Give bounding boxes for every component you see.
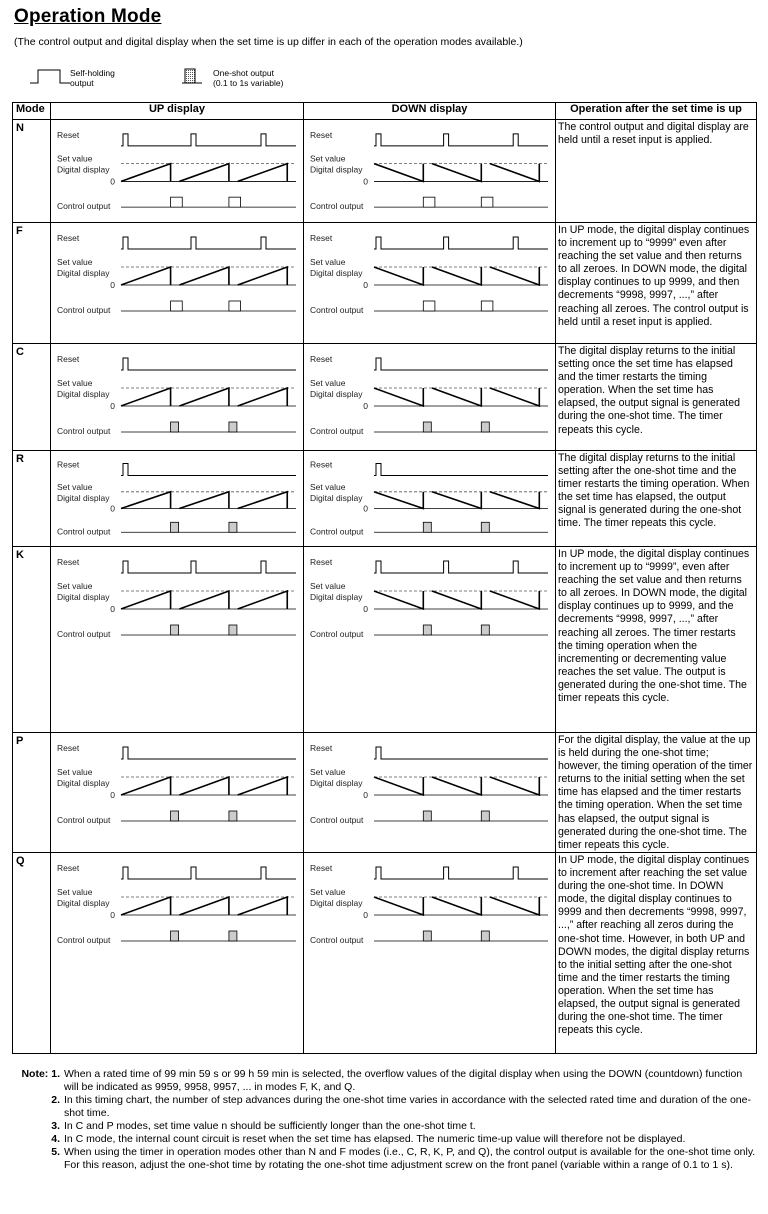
one-shot-pulse: [229, 625, 237, 635]
note-item: [12, 1146, 757, 1172]
one-shot-pulse: [423, 522, 431, 532]
zero-label: 0: [110, 910, 115, 920]
digital-display-waveform: [374, 777, 539, 795]
one-shot-pulse: [481, 625, 489, 635]
digital-display-label: Digital display: [310, 778, 363, 788]
reset-label: Reset: [57, 459, 80, 470]
digital-display-waveform: [121, 388, 287, 406]
digital-display-label: Digital display: [57, 389, 110, 399]
mode-letter: N: [13, 120, 51, 223]
note-text: In C and P modes, set time value n should be sufficiently longer than the one-shot time t.: [64, 1120, 476, 1132]
one-shot-pulse: [423, 931, 431, 941]
reset-label: Reset: [310, 459, 333, 470]
up-timing-chart: [51, 853, 304, 1054]
down-timing-chart: [304, 853, 556, 1054]
note-number: 4.: [51, 1133, 60, 1145]
reset-label: Reset: [57, 863, 80, 873]
reset-label: Reset: [310, 129, 333, 140]
note-number: 3.: [51, 1120, 60, 1132]
one-shot-pulse: [229, 931, 237, 941]
operation-description: For the digital display, the value at the up is held during the one-shot time; however, the timing operation of the timer returns to the initial setting when the set time has elapsed and the timer restarts the timing operation. When the set time has elapsed, the output signal is generated during the one-shot time. The timer repeats this cycle.: [556, 733, 757, 853]
digital-display-label: Digital display: [57, 592, 110, 602]
set-value-label: Set value: [310, 257, 346, 267]
table-header-row: [13, 103, 757, 120]
control-output-label: Control output: [57, 526, 111, 537]
set-value-label: Set value: [310, 887, 346, 897]
digital-display-label: Digital display: [310, 898, 363, 908]
operation-description: The digital display returns to the initial setting after the one-shot time and the timer restarts the timing operation. When the set time has elapsed, the output signal is generated during the one-shot time. The timer repeats this cycle.: [556, 451, 757, 547]
up-timing-chart: [51, 733, 304, 853]
set-value-label: Set value: [310, 581, 346, 591]
page-subtitle: (The control output and digital display when the set time is up differ in each of the operation modes available.): [14, 36, 523, 48]
down-timing-chart: [304, 547, 556, 733]
reset-signal: [121, 358, 296, 370]
reset-signal: [121, 237, 296, 249]
reset-signal: [374, 747, 548, 759]
note-item: [12, 1094, 757, 1120]
one-shot-pulse: [171, 625, 179, 635]
note-item: [12, 1133, 757, 1146]
one-shot-pulse: [229, 522, 237, 532]
control-output-label: Control output: [310, 305, 364, 315]
digital-display-waveform: [121, 777, 287, 795]
one-shot-pulse: [229, 422, 237, 432]
one-shot-pulse: [423, 811, 431, 821]
one-shot-pulse: [171, 422, 179, 432]
self-holding-pulse: [481, 197, 493, 207]
one-shot-pulse: [481, 422, 489, 432]
mode-letter: R: [13, 451, 51, 547]
operation-description: In UP mode, the digital display continues to increment up to “9999” even after reaching the set value and then returns to all zeroes. In DOWN mode, the digital display continues to up 9999, and then decrements “9998, 9997, ...,” after reaching all zeroes. The control output is held until a reset input is applied.: [556, 223, 757, 344]
set-value-label: Set value: [57, 257, 93, 267]
reset-signal: [121, 134, 296, 146]
self-holding-pulse: [171, 197, 183, 207]
operation-header: Operation after the set time is up: [556, 103, 757, 120]
self-holding-icon: [30, 68, 70, 84]
down-timing-chart: [304, 344, 556, 451]
up-timing-chart: [51, 547, 304, 733]
one-shot-pulse: [481, 931, 489, 941]
notes: [12, 1068, 757, 1172]
digital-display-label: Digital display: [57, 164, 110, 175]
zero-label: 0: [363, 176, 368, 187]
reset-label: Reset: [310, 354, 333, 364]
zero-label: 0: [110, 790, 115, 800]
zero-label: 0: [110, 604, 115, 614]
note-text: In this timing chart, the number of step advances during the one-shot time varies in accordance with the selected rated time and duration of the one-shot time.: [64, 1094, 751, 1119]
set-value-label: Set value: [310, 153, 346, 164]
one-shot-icon: [182, 66, 202, 84]
set-value-label: Set value: [57, 153, 93, 164]
page-title: Operation Mode: [14, 6, 162, 27]
digital-display-label: Digital display: [310, 592, 363, 602]
reset-label: Reset: [57, 743, 80, 753]
digital-display-waveform: [374, 388, 539, 406]
digital-display-label: Digital display: [310, 492, 363, 503]
note-item: [12, 1120, 757, 1133]
note-number: 1.: [51, 1068, 60, 1080]
reset-label: Reset: [57, 354, 80, 364]
set-value-label: Set value: [57, 378, 93, 388]
zero-label: 0: [110, 176, 115, 187]
control-output-label: Control output: [57, 815, 111, 825]
reset-signal: [121, 747, 296, 759]
note-item: [12, 1068, 757, 1094]
mode-header: Mode: [13, 103, 51, 120]
digital-display-waveform: [374, 591, 539, 609]
operation-description: The control output and digital display are held until a reset input is applied.: [556, 120, 757, 223]
operation-mode-table: [12, 102, 757, 1054]
legend-one-shot-label: One-shot output (0.1 to 1s variable): [213, 68, 284, 88]
self-holding-pulse: [423, 301, 435, 311]
digital-display-label: Digital display: [57, 778, 110, 788]
control-output-label: Control output: [310, 526, 364, 537]
mode-letter: K: [13, 547, 51, 733]
reset-signal: [374, 358, 548, 370]
zero-label: 0: [363, 401, 368, 411]
reset-label: Reset: [57, 233, 80, 243]
table-row-mode-p: [13, 733, 757, 853]
digital-display-waveform: [121, 591, 287, 609]
reset-label: Reset: [57, 129, 80, 140]
control-output-label: Control output: [310, 426, 364, 436]
zero-label: 0: [363, 604, 368, 614]
reset-label: Reset: [310, 743, 333, 753]
digital-display-label: Digital display: [310, 389, 363, 399]
self-holding-pulse: [171, 301, 183, 311]
control-output-label: Control output: [57, 426, 111, 436]
self-holding-pulse: [423, 197, 435, 207]
zero-label: 0: [110, 280, 115, 290]
reset-label: Reset: [310, 557, 333, 567]
digital-display-label: Digital display: [57, 898, 110, 908]
mode-letter: F: [13, 223, 51, 344]
down-timing-chart: [304, 733, 556, 853]
reset-signal: [121, 464, 296, 476]
one-shot-pulse: [481, 522, 489, 532]
one-shot-pulse: [171, 931, 179, 941]
table-row-mode-q: [13, 853, 757, 1054]
digital-display-waveform: [374, 267, 539, 285]
operation-description: In UP mode, the digital display continues to increment up to “9999”, even after reaching the set value and then returns to all zeroes. In DOWN mode, the digital display continues up to 9999, and the decrements “9998, 9997, ...,” after reaching all zeroes. The timer restarts the timing operation when the incrementing or decrementing value reaches the set value. The output is generated during the one-shot time. The timer repeats this cycle.: [556, 547, 757, 733]
table-row-mode-n: [13, 120, 757, 223]
mode-letter: C: [13, 344, 51, 451]
zero-label: 0: [110, 401, 115, 411]
digital-display-waveform: [121, 492, 287, 509]
set-value-label: Set value: [57, 581, 93, 591]
mode-letter: Q: [13, 853, 51, 1054]
one-shot-pulse: [171, 811, 179, 821]
reset-signal: [121, 561, 296, 573]
zero-label: 0: [363, 790, 368, 800]
operation-description: The digital display returns to the initial setting once the set time has elapsed and the timer restarts the timing operation. When the set time has elapsed, the output signal is generated during the one-shot time. The timer repeats this cycle.: [556, 344, 757, 451]
self-holding-pulse: [229, 197, 241, 207]
table-row-mode-k: [13, 547, 757, 733]
reset-label: Reset: [310, 233, 333, 243]
up-display-header: UP display: [51, 103, 304, 120]
note-number: 2.: [51, 1094, 60, 1106]
control-output-label: Control output: [57, 935, 111, 945]
up-timing-chart: [51, 120, 304, 223]
zero-label: 0: [110, 503, 115, 514]
digital-display-waveform: [374, 492, 539, 509]
set-value-label: Set value: [57, 481, 93, 492]
self-holding-pulse: [481, 301, 493, 311]
control-output-label: Control output: [310, 629, 364, 639]
control-output-label: Control output: [310, 201, 364, 212]
self-holding-pulse: [229, 301, 241, 311]
down-timing-chart: [304, 120, 556, 223]
table-row-mode-c: [13, 344, 757, 451]
reset-label: Reset: [310, 863, 333, 873]
reset-signal: [374, 464, 548, 476]
note-text: When a rated time of 99 min 59 s or 99 h 59 min is selected, the overflow values of the digital display when using the DOWN (countdown) function will be indicated as 9959, 9958, 9957, ... in modes F, K, and Q.: [64, 1068, 743, 1093]
reset-signal: [374, 561, 548, 573]
control-output-label: Control output: [310, 935, 364, 945]
control-output-label: Control output: [57, 305, 111, 315]
reset-signal: [374, 134, 548, 146]
one-shot-pulse: [423, 422, 431, 432]
zero-label: 0: [363, 910, 368, 920]
one-shot-pulse: [229, 811, 237, 821]
digital-display-label: Digital display: [57, 492, 110, 503]
mode-letter: P: [13, 733, 51, 853]
up-timing-chart: [51, 451, 304, 547]
reset-signal: [374, 237, 548, 249]
set-value-label: Set value: [310, 767, 346, 777]
one-shot-pulse: [171, 522, 179, 532]
digital-display-label: Digital display: [57, 268, 110, 278]
one-shot-pulse: [423, 625, 431, 635]
legend: [14, 62, 434, 96]
note-text: In C mode, the internal count circuit is reset when the set time has elapsed. The numeric time-up value will therefore not be displayed.: [64, 1133, 686, 1145]
set-value-label: Set value: [310, 378, 346, 388]
zero-label: 0: [363, 280, 368, 290]
operation-description: In UP mode, the digital display continues to increment after reaching the set value during the one-shot time. In DOWN mode, the digital display continues to 9999 and then decrements “9998, 9997, ...,” after reaching all zeros during the one-shot time. However, in both UP and DOWN modes, the digital display returns to the initial setting after the one-shot time and the timer restarts the timing operation. When the set time has elapsed, the output signal is generated during the one-shot time. The timer repeats this cycle.: [556, 853, 757, 1054]
note-lead: Note:: [21, 1068, 49, 1080]
reset-signal: [374, 867, 548, 879]
digital-display-label: Digital display: [310, 164, 363, 175]
digital-display-waveform: [121, 897, 287, 915]
up-timing-chart: [51, 223, 304, 344]
control-output-label: Control output: [57, 201, 111, 212]
note-number: 5.: [51, 1146, 60, 1158]
set-value-label: Set value: [57, 767, 93, 777]
table-row-mode-r: [13, 451, 757, 547]
digital-display-waveform: [121, 267, 287, 285]
one-shot-pulse: [481, 811, 489, 821]
note-text: When using the timer in operation modes other than N and F modes (i.e., C, R, K, P, and Q), the control output is available for the one-shot time only. For this reason, adjust the one-shot time by rotating the one-shot time adjustment screw on the front panel (variable within a range of 0.1 to 1 s).: [64, 1146, 756, 1171]
down-timing-chart: [304, 223, 556, 344]
set-value-label: Set value: [57, 887, 93, 897]
digital-display-waveform: [374, 164, 539, 182]
control-output-label: Control output: [310, 815, 364, 825]
reset-label: Reset: [57, 557, 80, 567]
digital-display-waveform: [121, 164, 287, 182]
zero-label: 0: [363, 503, 368, 514]
digital-display-waveform: [374, 897, 539, 915]
set-value-label: Set value: [310, 481, 346, 492]
legend-self-holding-label: Self-holding output: [70, 68, 115, 88]
table-row-mode-f: [13, 223, 757, 344]
down-display-header: DOWN display: [304, 103, 556, 120]
down-timing-chart: [304, 451, 556, 547]
up-timing-chart: [51, 344, 304, 451]
digital-display-label: Digital display: [310, 268, 363, 278]
control-output-label: Control output: [57, 629, 111, 639]
reset-signal: [121, 867, 296, 879]
